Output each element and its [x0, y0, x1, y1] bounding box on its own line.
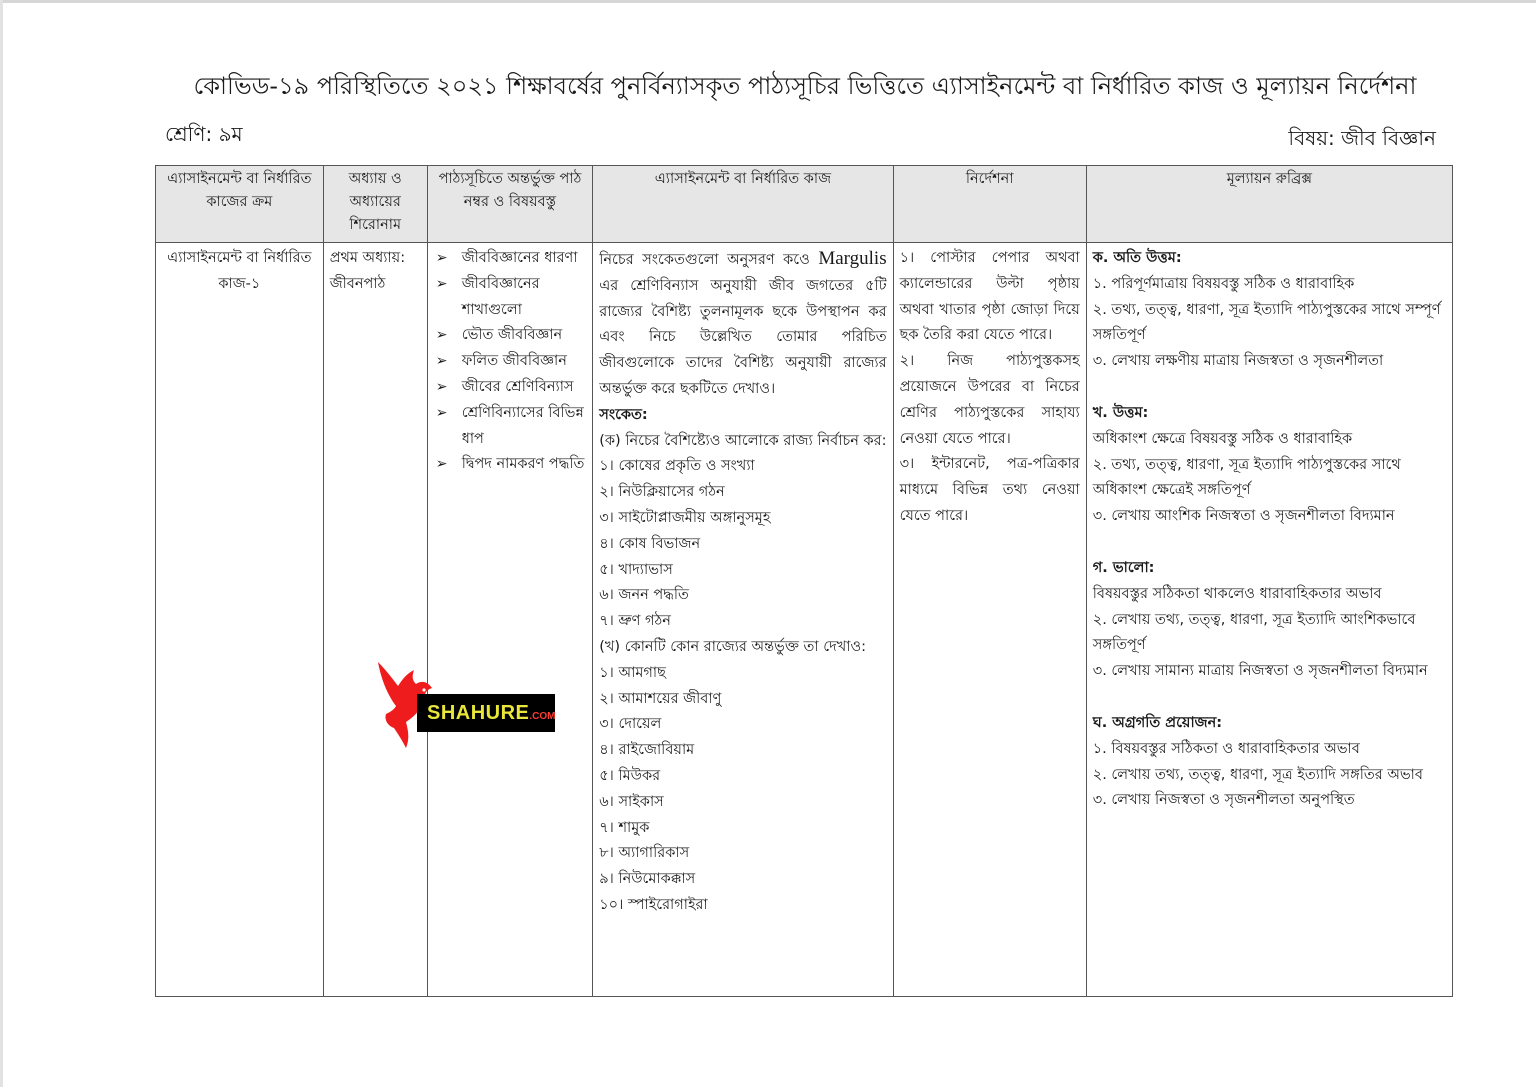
- instruction-item: ২। নিজ পাঠ্যপুস্তকসহ প্রয়োজনে উপরের বা নিচের শ্রেণির পাঠ্যপুস্তকের সাহায্য নেওয়া যেতে পারে।: [899, 353, 1080, 447]
- header-assignment-task: এ্যাসাইনমেন্ট বা নির্ধারিত কাজ: [593, 166, 893, 243]
- rubric-line: ১. পরিপূর্ণমাত্রায় বিষয়বস্তু সঠিক ও ধারাবাহিক: [1092, 275, 1355, 292]
- rubric-line: ২. লেখায় তথ্য, তত্ত্ব, ধারণা, সূত্র ইত্যাদি সঙ্গতির অভাব: [1092, 766, 1423, 783]
- rubric-heading: ক. অতি উত্তম:: [1092, 250, 1182, 266]
- document-title: কোভিড-১৯ পরিস্থিতিতে ২০২১ শিক্ষাবর্ষের পুনর্বিন্যাসকৃত পাঠ্যসূচির ভিত্তিতে এ্যাসাইনমেন্ট বা নির্ধারিত কাজ ও মূল্যায়ন নির্দেশনা: [193, 72, 1417, 100]
- rubric-line: অধিকাংশ ক্ষেত্রে বিষয়বস্তু সঠিক ও ধারাবাহিক: [1092, 430, 1353, 447]
- arrowhead-bullet-icon: ➢: [435, 404, 448, 421]
- topic-item: ➢ দ্বিপদ নামকরণ পদ্ধতি: [434, 452, 587, 478]
- part-a-item: ৩। সাইটোপ্লাজমীয় অঙ্গানুসমূহ: [599, 509, 771, 526]
- rubric-excellent: [1093, 246, 1446, 375]
- instruction-item: ১। পোস্টার পেপার অথবা ক্যালেন্ডারের উল্টা পৃষ্ঠায় অথবা খাতার পৃষ্ঠা জোড়া দিয়ে ছক তৈরি করা যেতে পারে।: [899, 250, 1080, 344]
- rubric-good: [1093, 401, 1446, 530]
- topic-item: ➢ জীবের শ্রেণিবিন্যাস: [434, 375, 587, 401]
- rubric-heading: ঘ. অগ্রগতি প্রয়োজন:: [1092, 714, 1223, 731]
- table-header-row: [156, 166, 1453, 243]
- instruction-item: ৩। ইন্টারনেট, পত্র-পত্রিকার মাধ্যমে বিভিন্ন তথ্য নেওয়া যেতে পারে।: [899, 456, 1080, 524]
- header-instructions: নির্দেশনা: [893, 166, 1086, 243]
- rubric-heading: গ. ভালো:: [1092, 559, 1155, 576]
- spacer: [1093, 530, 1446, 556]
- part-b-item: ১০। স্পাইরোগাইরা: [599, 896, 708, 913]
- arrowhead-bullet-icon: ➢: [435, 327, 448, 344]
- part-b-item: ৩। দোয়েল: [599, 716, 662, 733]
- margulis-term: Margulis: [818, 248, 887, 269]
- watermark-logo: [372, 656, 562, 752]
- arrowhead-bullet-icon: ➢: [435, 456, 448, 473]
- rubric-line: ৩. লেখায় আংশিক নিজস্বতা ও সৃজনশীলতা বিদ্যমান: [1092, 508, 1395, 525]
- part-a-item: ৭। ভ্রুণ গঠন: [599, 613, 671, 630]
- part-b-item: ৪। রাইজোবিয়াম: [599, 742, 695, 759]
- part-b-item: ৫। মিউকর: [599, 767, 661, 784]
- cell-assignment-no: [156, 243, 324, 997]
- subject-label: বিষয়: জীব বিজ্ঞান: [1288, 126, 1436, 150]
- task-intro: নিচের সংকেতগুলো অনুসরণ কওে Margulis এর শ্রেণিবিন্যাস অনুযায়ী জীব জগতের ৫টি রাজ্যের বৈশিষ্ট্য তুলনামূলক ছকে উপস্থাপন কর এবং নিচে উল্লেখিত তোমার পরিচিত জীবগুলোকে তাদের বৈশিষ্ট্য অনুযায়ী রাজ্যের অন্তর্ভুক্ত করে ছকটিতে দেখাও।: [599, 248, 887, 397]
- part-a-item: ১। কোষের প্রকৃতি ও সংখ্যা: [599, 458, 755, 475]
- arrowhead-bullet-icon: ➢: [435, 353, 448, 370]
- header-assignment-order: এ্যাসাইনমেন্ট বা নির্ধারিত কাজের ক্রম: [156, 166, 324, 243]
- rubric-line: ২. লেখায় তথ্য, তত্ত্ব, ধারণা, সূত্র ইত্যাদি আংশিকভাবে সঙ্গতিপূর্ণ: [1092, 611, 1416, 654]
- rubric-line: ৩. লেখায় লক্ষণীয় মাত্রায় নিজস্বতা ও সৃজনশীলতা: [1092, 353, 1384, 370]
- arrowhead-bullet-icon: ➢: [435, 250, 448, 266]
- rubric-heading: খ. উত্তম:: [1092, 404, 1149, 421]
- watermark-tld: .COM: [529, 711, 556, 722]
- topic-item: ➢ ফলিত জীববিজ্ঞান: [434, 349, 587, 375]
- rubric-needs-improvement: [1093, 711, 1446, 814]
- topic-item: ➢ জীববিজ্ঞানের শাখাগুলো: [434, 272, 587, 324]
- topic-item: ➢ ভৌত জীববিজ্ঞান: [434, 323, 587, 349]
- header-lesson-content: পাঠ্যসূচিতে অন্তর্ভুক্ত পাঠ নম্বর ও বিষয়বস্তু: [427, 166, 593, 243]
- part-a-item: ২। নিউক্লিয়াসের গঠন: [599, 484, 725, 501]
- cell-rubrics: [1086, 243, 1452, 997]
- part-a-item: ৬। জনন পদ্ধতি: [599, 587, 689, 604]
- rubric-line: ২. তথ্য, তত্ত্ব, ধারণা, সূত্র ইত্যাদি পাঠ্যপুস্তকের সাথে অধিকাংশ ক্ষেত্রেই সঙ্গতিপূর্ণ: [1092, 456, 1401, 499]
- assignment-table: [155, 165, 1453, 997]
- rubric-fair: [1093, 556, 1446, 685]
- watermark-name: SHAHURE: [427, 702, 530, 724]
- part-b-item: ৮। অ্যাগারিকাস: [599, 845, 690, 862]
- cell-task: [593, 243, 893, 997]
- assignment-no: এ্যাসাইনমেন্ট বা নির্ধারিত কাজ-১: [167, 250, 312, 292]
- header-rubrics: মূল্যায়ন রুব্রিক্স: [1086, 166, 1452, 243]
- cell-topics: [427, 243, 593, 997]
- topic-list: [434, 246, 587, 478]
- page-edge: [0, 0, 1536, 3]
- rubric-line: বিষয়বস্তুর সঠিকতা থাকলেও ধারাবাহিকতার অভাব: [1092, 585, 1382, 602]
- part-b-item: ৭। শামুক: [599, 819, 650, 836]
- part-b-item: ৬। সাইকাস: [599, 793, 664, 810]
- spacer: [1093, 375, 1446, 401]
- part-a-item: ৪। কোষ বিভাজন: [599, 535, 701, 552]
- watermark-badge: [417, 694, 555, 732]
- page-edge: [0, 0, 3, 1087]
- cell-chapter: [323, 243, 427, 997]
- table-row: [156, 243, 1453, 997]
- cell-instructions: [893, 243, 1086, 997]
- rubric-line: ৩. লেখায় সামান্য মাত্রায় নিজস্বতা ও সৃজনশীলতা বিদ্যমান: [1092, 663, 1428, 680]
- arrowhead-bullet-icon: ➢: [435, 275, 448, 292]
- rubric-line: ১. বিষয়বস্তুর সঠিকতা ও ধারাবাহিকতার অভাব: [1092, 740, 1360, 757]
- part-b-item: ১। আমগাছ: [599, 664, 666, 681]
- header-chapter: অধ্যায় ও অধ্যায়ের শিরোনাম: [323, 166, 427, 243]
- part-a-item: ৫। খাদ্যাভাস: [599, 561, 673, 578]
- topic-item: ➢ জীববিজ্ঞানের ধারণা: [434, 246, 587, 272]
- spacer: [1093, 685, 1446, 711]
- part-b-item: ৯। নিউমোকক্কাস: [599, 871, 696, 888]
- class-label: শ্রেণি: ৯ম: [165, 122, 243, 146]
- chapter-title: প্রথম অধ্যায়: জীবনপাঠ: [329, 250, 406, 292]
- part-b-item: ২। আমাশয়ের জীবাণু: [599, 690, 722, 707]
- hint-label: সংকেত:: [599, 406, 648, 423]
- arrowhead-bullet-icon: ➢: [435, 378, 448, 395]
- part-b-label: (খ) কোনটি কোন রাজ্যের অন্তর্ভুক্ত তা দেখাও:: [599, 638, 867, 655]
- rubric-line: ২. তথ্য, তত্ত্ব, ধারণা, সূত্র ইত্যাদি পাঠ্যপুস্তকের সাথে সম্পূর্ণ সঙ্গতিপূর্ণ: [1092, 301, 1441, 344]
- part-a-label: (ক) নিচের বৈশিষ্ট্যেও আলোকে রাজ্য নির্বাচন কর:: [599, 432, 887, 449]
- rubric-line: ৩. লেখায় নিজস্বতা ও সৃজনশীলতা অনুপস্থিত: [1092, 792, 1355, 809]
- topic-item: ➢ শ্রেণিবিন্যাসের বিভিন্ন ধাপ: [434, 401, 587, 453]
